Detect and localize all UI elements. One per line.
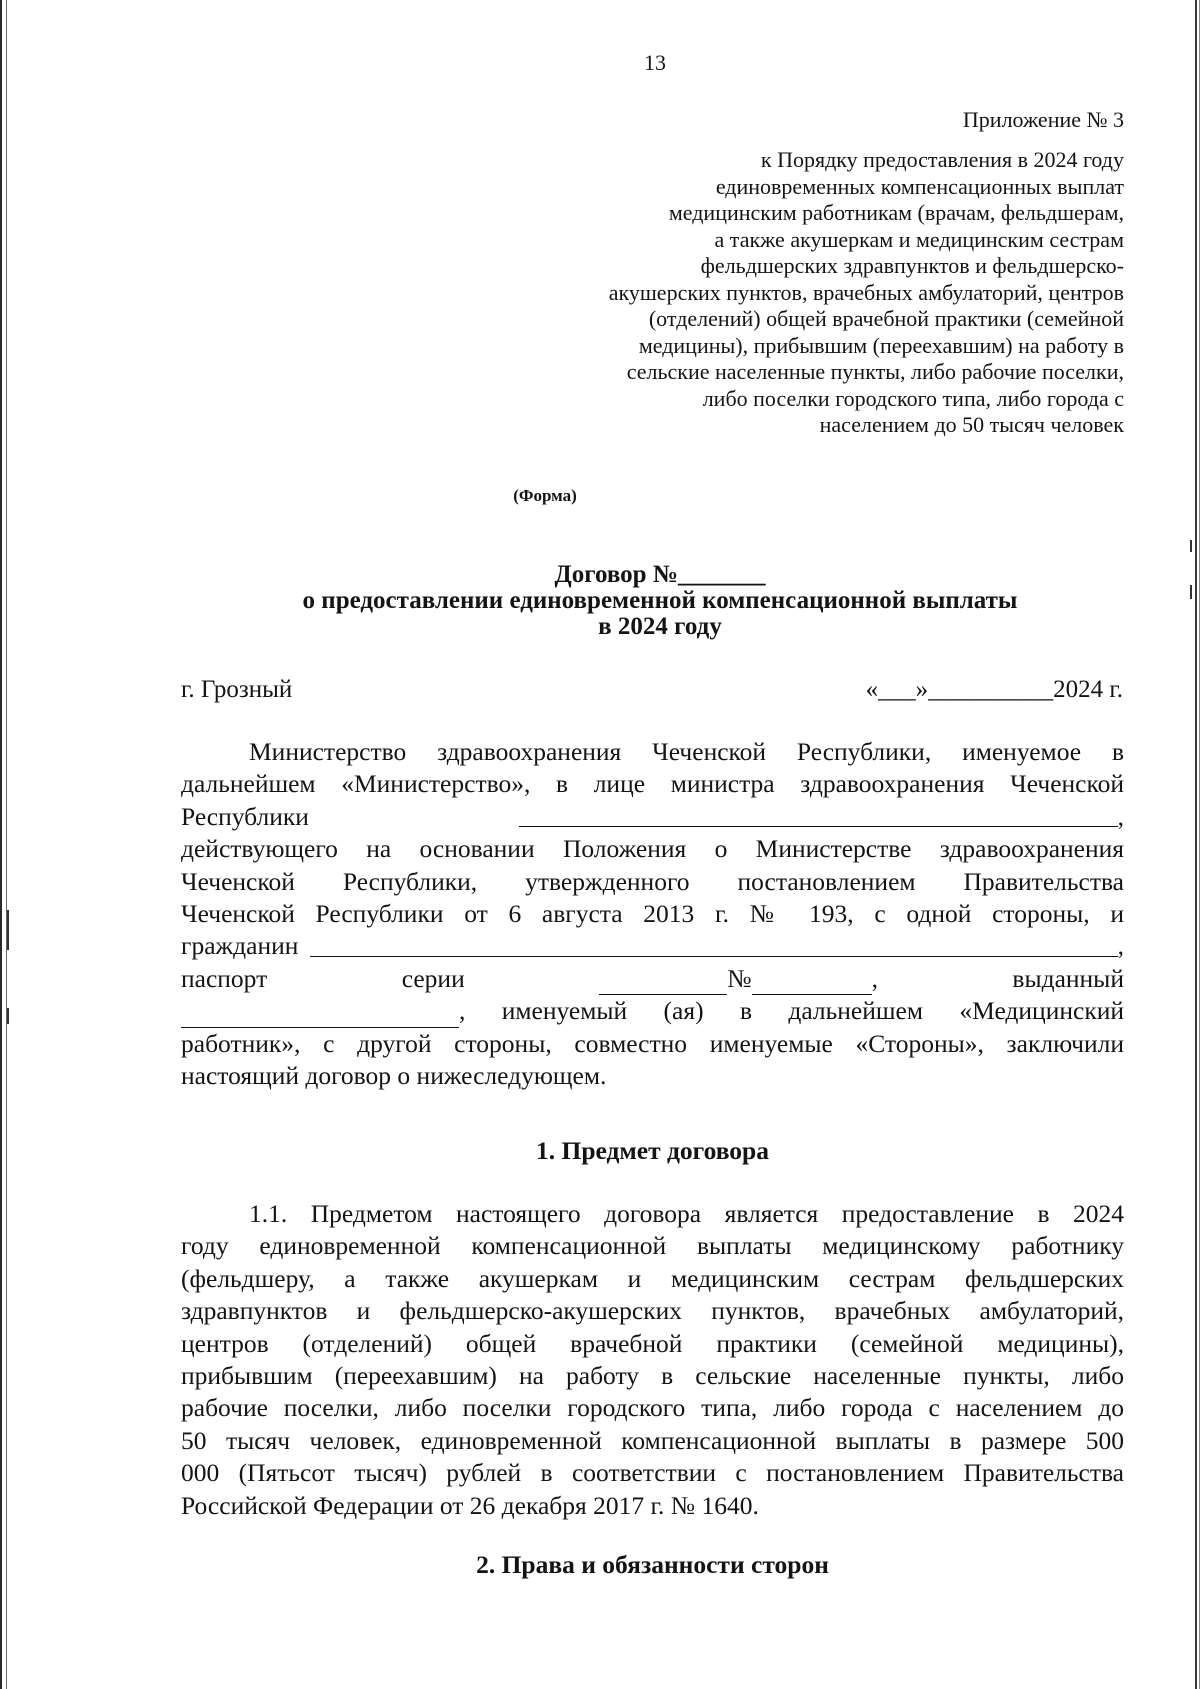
- section-1-title: 1. Предмет договора: [536, 1136, 769, 1165]
- section-1-line: 000 (Пятьсот тысяч) рублей в соответствии с постановлением Правительства: [181, 1458, 1124, 1488]
- contract-title-line: Договор №_______: [554, 561, 766, 588]
- section-1-line: 1.1. Предметом настоящего договора является предоставление в 2024: [249, 1199, 1124, 1228]
- appendix-line: медицины), прибывшим (переехавшим) на работу в: [638, 332, 1124, 358]
- section-1-line: центров (отделений) общей врачебной практики (семейной медицины),: [181, 1328, 1124, 1358]
- preamble-line: Министерство здравоохранения Чеченской Республики, именуемое в: [249, 737, 1124, 766]
- appendix-line: фельдшерских здравпунктов и фельдшерско-: [700, 253, 1124, 278]
- citizen-name-blank: [310, 956, 1117, 957]
- preamble-line: работник», с другой стороны, совместно именуемые «Стороны», заключили: [181, 1028, 1124, 1058]
- section-1-line: (фельдшеру, а также акушеркам и медицинским сестрам фельдшерских: [181, 1263, 1124, 1293]
- minister-name-blank: [519, 826, 1118, 827]
- preamble-line-citizen: [181, 930, 1124, 962]
- appendix-title: Приложение № 3: [962, 107, 1124, 132]
- date-field: «___»__________2024 г.: [865, 676, 1123, 703]
- preamble-line: настоящий договор о нижеследующем.: [181, 1061, 607, 1091]
- comma: ,: [1117, 931, 1124, 961]
- appendix-line: акушерских пунктов, врачебных амбулаторий, центров: [608, 279, 1124, 305]
- number-blank: [752, 972, 872, 995]
- appendix-line: медицинским работникам (врачам, фельдшерам,: [668, 200, 1124, 225]
- appendix-line: сельские населенные пункты, либо рабочие поселки,: [626, 359, 1124, 384]
- comma: ,: [871, 963, 878, 993]
- scan-mark: [7, 1008, 9, 1024]
- scan-mark: [7, 910, 9, 950]
- appendix-line: к Порядку предоставления в 2024 году: [760, 147, 1124, 172]
- section-1-line: 50 тысяч человек, единовременной компенсационной выплаты в размере 500: [181, 1425, 1124, 1455]
- page-number: 13: [644, 50, 666, 75]
- scan-mark: [1190, 585, 1192, 599]
- scan-mark: [1190, 540, 1192, 552]
- preamble: [181, 736, 1124, 1092]
- appendix-body: [609, 147, 1124, 439]
- scan-edge-right: [1195, 0, 1200, 1689]
- preamble-line: дальнейшем «Министерство», в лице министра здравоохранения Чеченской: [181, 769, 1124, 799]
- passport-word: паспорт: [181, 963, 268, 993]
- series-blank: [599, 972, 727, 995]
- contract-title-line: о предоставлении единовременной компенсационной выплаты: [302, 587, 1018, 614]
- section-1-line: здравпунктов и фельдшерско-акушерских пунктов, врачебных амбулаторий,: [181, 1296, 1124, 1326]
- appendix-line: либо поселки городского типа, либо города с: [702, 385, 1124, 411]
- preamble-line: действующего на основании Положения о Министерстве здравоохранения: [181, 834, 1124, 864]
- appendix-line: а также акушеркам и медицинским сестрам: [714, 226, 1124, 252]
- series-word: серии: [401, 963, 465, 993]
- place-date-line: [181, 676, 1123, 704]
- contract-title-line: в 2024 году: [598, 613, 722, 640]
- section-1-line: прибывшим (переехавшим) на работу в сельские населенные пункты, либо: [181, 1361, 1124, 1391]
- preamble-line-passport: [181, 963, 1124, 995]
- appendix-line: населением до 50 тысяч человек: [819, 412, 1124, 437]
- section-2-title: 2. Права и обязанности сторон: [476, 1550, 829, 1579]
- republic-word: Республики: [181, 801, 309, 831]
- issued-by-blank: [181, 1005, 459, 1028]
- appendix-line: (отделений) общей врачебной практики (семейной: [648, 306, 1124, 331]
- comma: ,: [1117, 801, 1124, 831]
- appendix-header: [609, 107, 1124, 439]
- issued-word: выданный: [1012, 963, 1124, 993]
- section-1-line: году единовременной компенсационной выплаты медицинскому работнику: [181, 1231, 1124, 1261]
- appendix-line: единовременных компенсационных выплат: [715, 173, 1124, 199]
- preamble-line: Чеченской Республики, утвержденного постановлением Правительства: [181, 866, 1124, 896]
- citizen-word: гражданин: [181, 931, 299, 961]
- scan-edge-left: [0, 0, 7, 1689]
- preamble-line-minister: [181, 801, 1124, 833]
- form-note: (Форма): [513, 486, 577, 505]
- preamble-line-issued: [181, 995, 1124, 1027]
- city: г. Грозный: [181, 676, 293, 703]
- section-1-line: рабочие поселки, либо поселки городского типа, либо города с населением до: [181, 1393, 1124, 1423]
- passport-number-group: [599, 963, 878, 995]
- section-1-line: Российской Федерации от 26 декабря 2017 г. № 1640.: [181, 1490, 759, 1520]
- preamble-line: Чеченской Республики от 6 августа 2013 г. № 193, с одной стороны, и: [181, 899, 1124, 929]
- number-sign: №: [727, 963, 752, 993]
- contract-title: [180, 562, 1140, 640]
- section-1-body: [181, 1198, 1124, 1522]
- named-text: , именуемый (ая) в дальнейшем «Медицинский: [459, 996, 1124, 1026]
